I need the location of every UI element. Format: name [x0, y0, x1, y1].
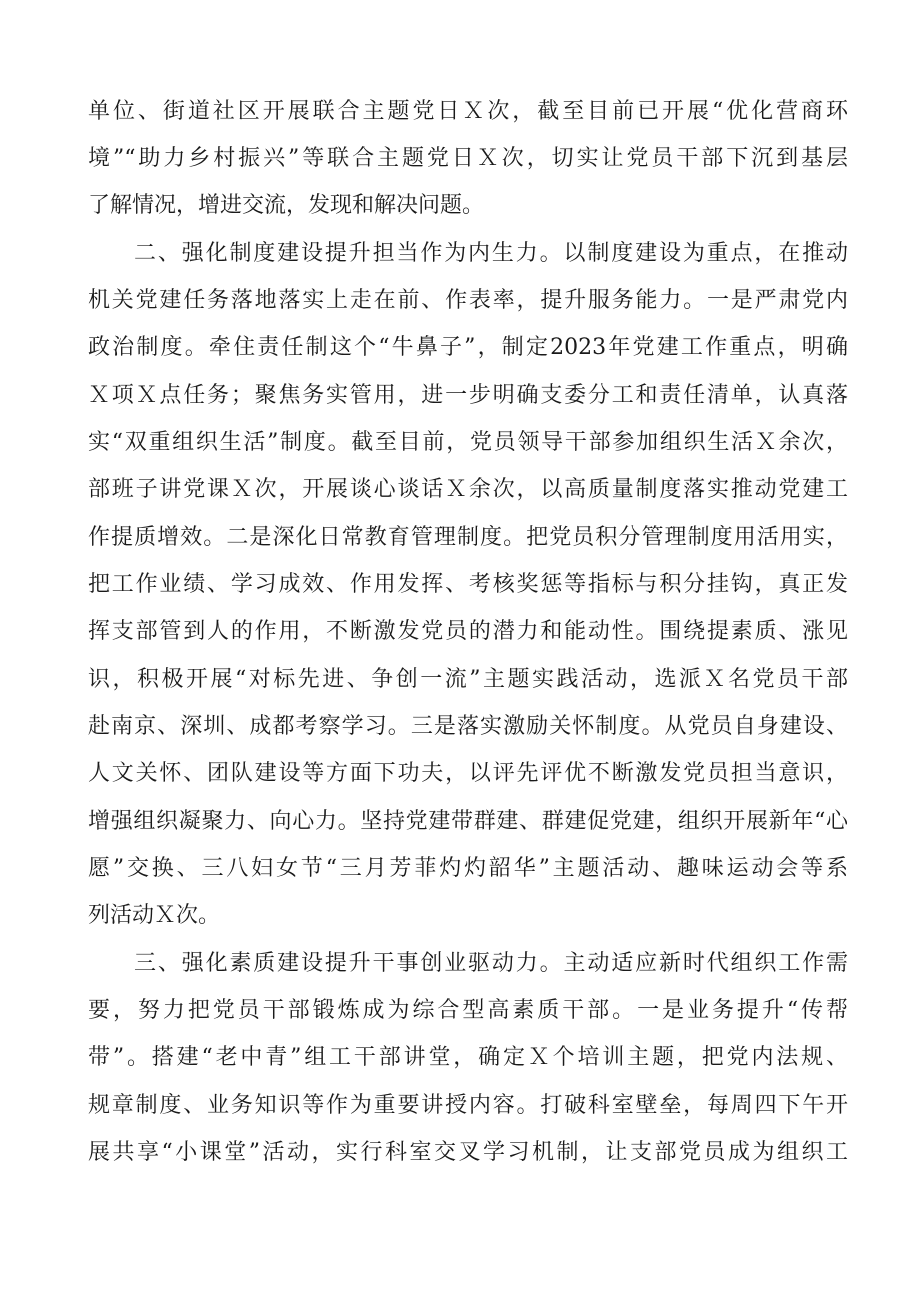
text-line: 了解情况，增进交流，发现和解决问题。	[88, 193, 485, 218]
text-line: 挥支部管到人的作用，不断激发党员的潜力和能动性。围绕提素质、涨见	[88, 619, 848, 644]
text-line: 人文关怀、团队建设等方面下功夫，以评先评优不断激发党员担当意识，	[88, 761, 848, 786]
text-line: 列活动Ｘ次。	[88, 903, 221, 928]
text-line: 带”。搭建“老中青”组工干部讲堂，确定Ｘ个培训主题，把党内法规、	[88, 1045, 848, 1070]
text-line: 部班子讲党课Ｘ次，开展谈心谈话Ｘ余次，以高质量制度落实推动党建工	[88, 477, 848, 502]
text-line: 作提质增效。二是深化日常教育管理制度。把党员积分管理制度用活用实，	[88, 525, 848, 550]
text-line: 展共享“小课堂”活动，实行科室交叉学习机制，让支部党员成为组织工	[88, 1140, 848, 1165]
text-line: Ｘ项Ｘ点任务；聚焦务实管用，进一步明确支委分工和责任清单，认真落	[88, 383, 848, 408]
text-line: 实“双重组织生活”制度。截至目前，党员领导干部参加组织生活Ｘ余次，	[88, 430, 848, 455]
text-line: 机关党建任务落地落实上走在前、作表率，提升服务能力。一是严肃党内	[88, 288, 848, 313]
text-line: 把工作业绩、学习成效、作用发挥、考核奖惩等指标与积分挂钩，真正发	[88, 572, 848, 597]
section-heading-line: 三、强化素质建设提升干事创业驱动力。主动适应新时代组织工作需	[134, 951, 848, 976]
text-line: 增强组织凝聚力、向心力。坚持党建带群建、群建促党建，组织开展新年“心	[88, 809, 848, 834]
text-line: 政治制度。牵住责任制这个“牛鼻子”，制定2023年党建工作重点，明确	[88, 335, 848, 360]
text-line: 识，积极开展“对标先进、争创一流”主题实践活动，选派Ｘ名党员干部	[88, 667, 848, 692]
text-line: 要，努力把党员干部锻炼成为综合型高素质干部。一是业务提升“传帮	[88, 998, 848, 1023]
text-line: 单位、街道社区开展联合主题党日Ｘ次，截至目前已开展“优化营商环	[88, 99, 848, 124]
text-line: 赴南京、深圳、成都考察学习。三是落实激励关怀制度。从党员自身建设、	[88, 714, 848, 739]
text-line: 规章制度、业务知识等作为重要讲授内容。打破科室壁垒，每周四下午开	[88, 1093, 848, 1118]
text-line: 愿”交换、三八妇女节“三月芳菲灼灼韶华”主题活动、趣味运动会等系	[88, 856, 848, 881]
section-heading-line: 二、强化制度建设提升担当作为内生力。以制度建设为重点，在推动	[134, 241, 848, 266]
text-line: 境”“助力乡村振兴”等联合主题党日Ｘ次，切实让党员干部下沉到基层	[88, 146, 848, 171]
